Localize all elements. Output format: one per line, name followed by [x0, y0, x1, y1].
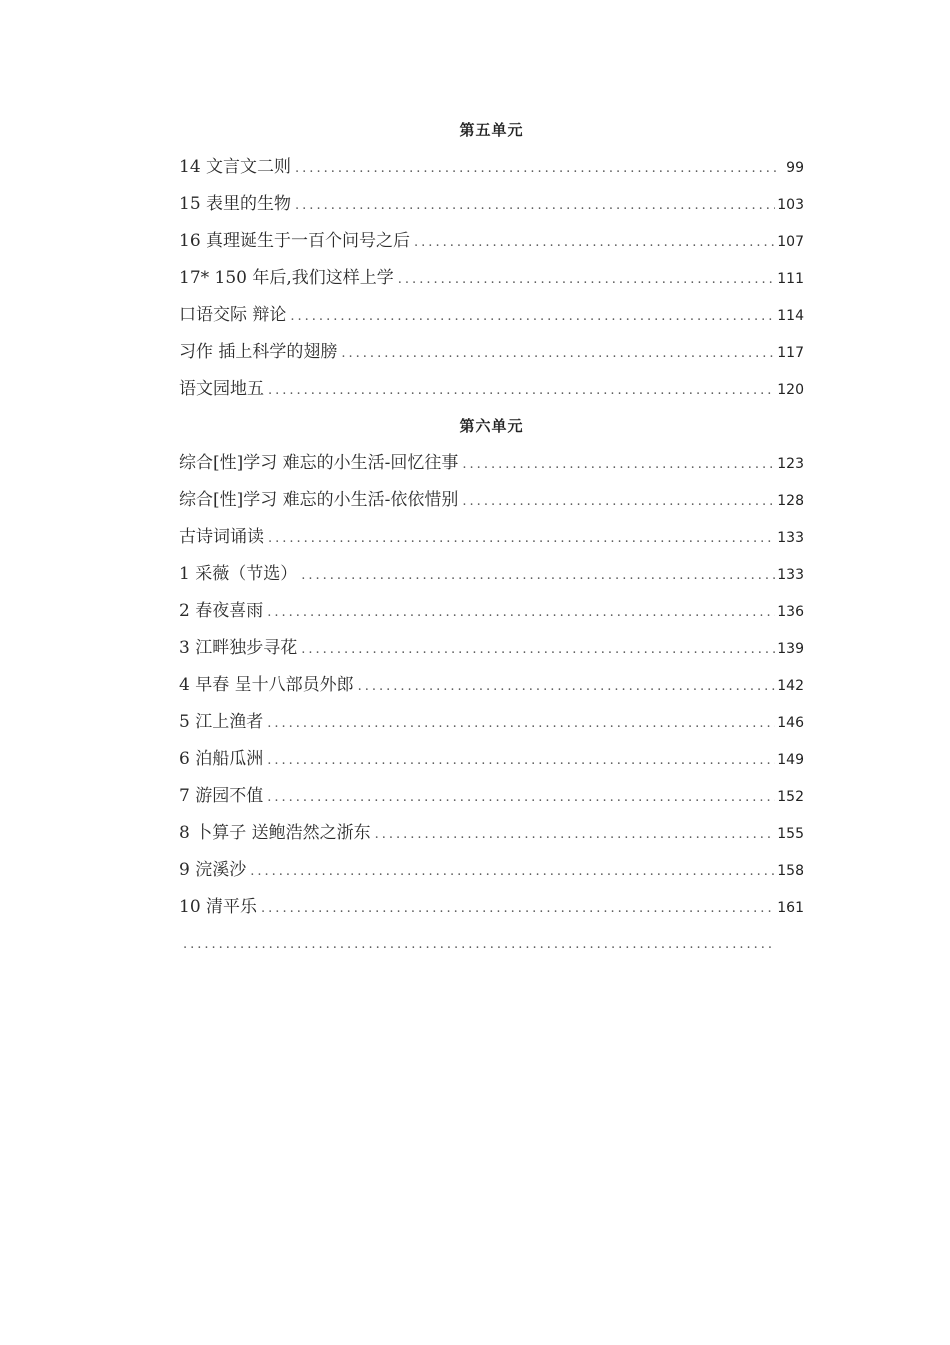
toc-entry-title: 5 江上渔者 — [179, 712, 264, 732]
toc-entry-page: 103 — [777, 197, 804, 213]
toc-entry-page: 133 — [777, 567, 804, 583]
toc-entry[interactable] — [179, 223, 804, 260]
toc-entry-page: 152 — [777, 789, 804, 805]
toc-dot-leader — [301, 631, 775, 668]
toc-entry-title: 4 早春 呈十八部员外郎 — [179, 675, 354, 695]
toc-entry[interactable] — [179, 815, 804, 852]
toc-entry[interactable] — [179, 445, 804, 482]
toc-dot-leader — [250, 853, 775, 890]
toc-entry-page: 111 — [777, 271, 804, 287]
toc-entry-page: 114 — [777, 308, 804, 324]
toc-entry-title: 语文园地五 — [179, 379, 264, 399]
toc-entry-title: 10 清平乐 — [179, 897, 258, 917]
toc-dot-leader — [290, 298, 775, 335]
toc-dot-leader — [267, 705, 775, 742]
toc-entry-page: 117 — [777, 345, 804, 361]
toc-entry[interactable] — [179, 593, 804, 630]
toc-entry-title: 2 春夜喜雨 — [179, 601, 264, 621]
toc-dot-leader — [261, 890, 775, 927]
toc-entry[interactable] — [179, 778, 804, 815]
toc-dot-leader — [295, 150, 776, 187]
toc-entry-page: 142 — [777, 678, 804, 694]
toc-entry[interactable] — [179, 334, 804, 371]
toc-entry[interactable] — [179, 741, 804, 778]
toc-entry-title: 16 真理诞生于一百个问号之后 — [179, 231, 411, 251]
toc-dot-leader — [462, 446, 775, 483]
toc-dot-leader — [267, 779, 775, 816]
toc-entry-page: 161 — [777, 900, 804, 916]
toc-entry[interactable] — [179, 667, 804, 704]
toc-entry[interactable] — [179, 260, 804, 297]
toc-entry-page: 120 — [777, 382, 804, 398]
toc-entry-title: 9 浣溪沙 — [179, 860, 247, 880]
toc-dot-leader — [414, 224, 775, 261]
toc-dot-leader — [295, 187, 775, 224]
toc-entry-title: 7 游园不值 — [179, 786, 264, 806]
toc-entry[interactable] — [179, 149, 804, 186]
toc-dot-leader — [301, 557, 775, 594]
toc-entry-title: 综合[性]学习 难忘的小生活-依依惜别 — [179, 490, 459, 510]
toc-entry[interactable] — [179, 704, 804, 741]
toc-dot-leader — [267, 742, 775, 779]
toc-entry-title: 3 江畔独步寻花 — [179, 638, 298, 658]
toc-entry-title: 古诗词诵读 — [179, 527, 264, 547]
toc-entry[interactable] — [179, 852, 804, 889]
toc-entry-page: 107 — [777, 234, 804, 250]
toc-entry[interactable] — [179, 556, 804, 593]
toc-entry-title: 综合[性]学习 难忘的小生活-回忆往事 — [179, 453, 459, 473]
toc-dot-leader — [398, 261, 775, 298]
toc-entry-title: 1 采薇（节选） — [179, 564, 298, 584]
toc-entry[interactable] — [179, 371, 804, 408]
toc-dot-leader — [375, 816, 776, 853]
toc-entry-page: 149 — [777, 752, 804, 768]
toc-entry[interactable] — [179, 186, 804, 223]
toc-entry-page: 133 — [777, 530, 804, 546]
toc-entry-title: 8 卜算子 送鲍浩然之浙东 — [179, 823, 371, 843]
toc-entry[interactable] — [179, 297, 804, 334]
toc-entry-title: 17* 150 年后,我们这样上学 — [179, 268, 394, 288]
toc-dot-leader — [183, 926, 776, 963]
toc-entry-page: 136 — [777, 604, 804, 620]
toc-entry-page: 146 — [777, 715, 804, 731]
toc-entry-title: 6 泊船瓜洲 — [179, 749, 264, 769]
toc-entry-page: 123 — [777, 456, 804, 472]
table-of-contents — [179, 112, 804, 963]
toc-entry[interactable] — [179, 889, 804, 926]
toc-entry-page: 158 — [777, 863, 804, 879]
toc-entry-page: 139 — [777, 641, 804, 657]
toc-entry-page: 155 — [777, 826, 804, 842]
toc-dot-leader — [341, 335, 775, 372]
toc-entry[interactable] — [179, 482, 804, 519]
toc-entry-title: 14 文言文二则 — [179, 157, 292, 177]
toc-dot-leader — [268, 372, 775, 409]
toc-entry[interactable] — [179, 630, 804, 667]
toc-entry-title: 习作 插上科学的翅膀 — [179, 342, 338, 362]
toc-dot-leader — [267, 594, 775, 631]
toc-dot-leader — [462, 483, 775, 520]
toc-entry-title: 口语交际 辩论 — [179, 305, 287, 325]
toc-entry-page: 128 — [777, 493, 804, 509]
unit-heading: 第六单元 — [459, 417, 524, 435]
toc-dot-leader — [358, 668, 776, 705]
toc-entry[interactable] — [179, 519, 804, 556]
toc-entry-title: 15 表里的生物 — [179, 194, 292, 214]
unit-heading: 第五单元 — [459, 121, 524, 139]
toc-entry-page: 99 — [786, 160, 804, 176]
toc-entry[interactable] — [179, 926, 804, 963]
toc-dot-leader — [268, 520, 775, 557]
